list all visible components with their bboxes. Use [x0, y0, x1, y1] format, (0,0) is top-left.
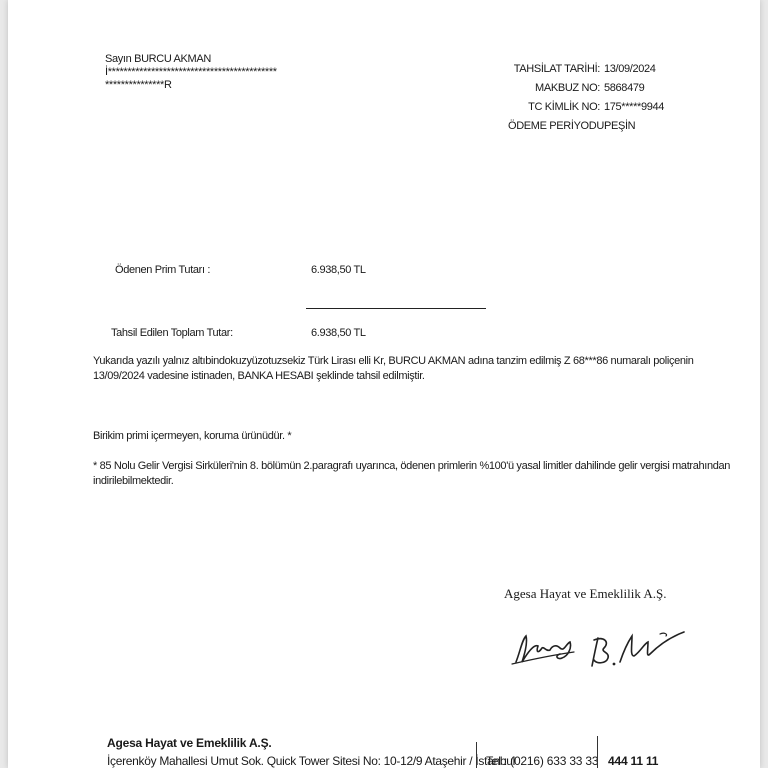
tc-id-value: 175*****9944 [604, 101, 665, 113]
recipient-block [105, 53, 277, 92]
receipt-page [8, 0, 760, 768]
signature-image [508, 622, 698, 670]
footer-hotline: 444 11 11 [608, 754, 659, 768]
total-collected-label: Tahsil Edilen Toplam Tutar: [111, 327, 233, 339]
tax-note: * 85 Nolu Gelir Vergisi Sirküleri'nin 8. bölümün 2.paragrafı uyarınca, ödenen primlerin %100'ü yasal limitler dahilinde gelir vergisi matrahından indirilebilmektedir. [93, 460, 731, 487]
product-note: Birikim primi içermeyen, koruma ürünüdür. * [93, 430, 292, 442]
footer-company-name: Agesa Hayat ve Emeklilik A.Ş. [107, 736, 272, 750]
footer-divider [597, 736, 598, 768]
tc-id-label: TC KİMLİK NO: [528, 101, 600, 113]
recipient-address-line-1: İ******************************************* [105, 66, 277, 78]
total-collected-value: 6.938,50 TL [311, 327, 366, 339]
signing-company: Agesa Hayat ve Emeklilik A.Ş. [504, 586, 667, 601]
footer-phone: Tel : (0216) 633 33 33 [486, 754, 599, 768]
footer-address: İçerenköy Mahallesi Umut Sok. Quick Tower Sitesi No: 10-12/9 Ataşehir / İstanbul [107, 754, 515, 768]
recipient-address-line-2: ***************R [105, 79, 172, 91]
recipient-name: Sayın BURCU AKMAN [105, 53, 211, 65]
paid-premium-label: Ödenen Prim Tutarı : [115, 264, 211, 276]
collection-statement: Yukarıda yazılı yalnız altıbindokuzyüzotuzsekiz Türk Lirası elli Kr, BURCU AKMAN adına tanzim edilmiş Z 68***86 numaralı poliçenin 13/09/2024 vadesine istinaden, BANKA HESABI şeklinde tahsil edilmiştir. [93, 355, 694, 382]
sum-divider [306, 308, 486, 309]
footer-divider [476, 742, 477, 768]
receipt-meta-values [604, 60, 664, 136]
payment-period-value: PEŞİN [604, 120, 636, 132]
receipt-number-label: MAKBUZ NO: [535, 82, 600, 94]
payment-period-label: ÖDEME PERİYODU: [508, 120, 607, 132]
collection-date-label: TAHSİLAT TARİHİ: [513, 63, 600, 75]
paid-premium-value: 6.938,50 TL [311, 264, 366, 276]
receipt-meta-labels [508, 60, 607, 136]
receipt-number-value: 5868479 [604, 82, 645, 94]
collection-date-value: 13/09/2024 [604, 63, 656, 75]
